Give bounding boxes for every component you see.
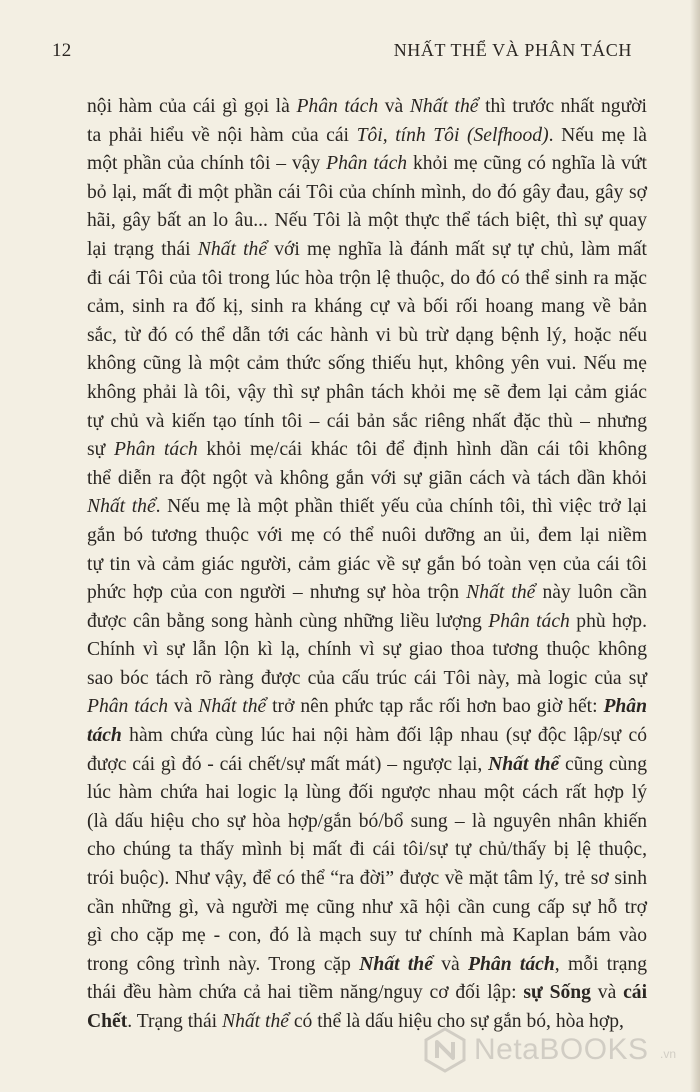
text-run: thì trước nhất người	[478, 96, 647, 117]
text-run: gì cho cặp mẹ - con, đó là mạch suy tư chính mà Kaplan bám vào	[87, 925, 647, 947]
text-run: lại trạng thái	[87, 238, 198, 260]
emphasized-term: Phân tách	[468, 953, 555, 975]
page-number: 12	[52, 40, 72, 61]
text-line	[87, 551, 647, 580]
text-run: một phần của chính tôi – vậy	[87, 153, 327, 175]
text-run: này luôn cần	[535, 582, 647, 604]
emphasized-term: Tôi, tính Tôi (Selfhood)	[356, 124, 549, 146]
emphasized-term: Nhất thể	[87, 496, 156, 518]
text-line	[87, 207, 647, 236]
text-run: tự tin và cảm giác người, cảm giác về sự gắn bó toàn vẹn của cái tôi	[87, 553, 647, 575]
text-run: trói buộc). Như vậy, để có thể “ra đời” được về mặt tâm lý, trẻ sơ sinh	[87, 868, 647, 890]
text-run: cũng cùng	[559, 753, 647, 775]
watermark-suffix: .vn	[660, 1047, 677, 1061]
text-run: sao bóc tách rõ ràng được của cấu trúc cái Tôi này, mà logic của sự	[87, 667, 647, 689]
emphasized-term: tách	[87, 725, 122, 747]
text-run: bỏ lại, mất đi một phần cái Tôi của chính mình, do đó gây đau, gây sợ	[87, 181, 647, 203]
text-line	[87, 894, 647, 923]
text-run: hãi, gây bất an lo âu... Nếu Tôi là một thực thể tách biệt, thì sự quay	[87, 210, 647, 232]
emphasized-term: Phân tách	[488, 610, 570, 632]
emphasized-term: Nhất thể	[359, 953, 433, 975]
text-run: thái đều hàm chứa cả hai tiềm năng/nguy cơ đối lập:	[87, 982, 524, 1004]
text-line	[87, 979, 647, 1008]
emphasized-term: Nhất thể	[466, 582, 536, 604]
emphasized-term: Nhất thể	[198, 696, 267, 718]
emphasized-term: Nhất thể	[488, 753, 560, 775]
text-line	[87, 836, 647, 865]
text-line	[87, 922, 647, 951]
emphasized-term: Phân tách	[326, 153, 408, 175]
emphasized-term: sự Sống	[523, 982, 591, 1004]
text-run: phức hợp của con người – nhưng sự hòa trộn	[87, 582, 467, 604]
emphasized-term: Phân tách	[296, 96, 379, 117]
text-line	[87, 722, 647, 751]
text-run: khỏi mẹ/cái khác tôi để định hình dần cái tôi không	[197, 439, 647, 461]
emphasized-term: Nhất thể	[222, 1011, 289, 1032]
emphasized-term: Nhất thể	[409, 96, 479, 117]
text-line	[87, 665, 647, 694]
text-line	[87, 465, 647, 494]
text-line	[87, 179, 647, 208]
text-line	[87, 379, 647, 408]
emphasized-term: Phân tách	[113, 439, 198, 461]
text-line	[87, 751, 647, 780]
text-line	[87, 350, 647, 379]
page-edge	[690, 0, 700, 1092]
text-line	[87, 293, 647, 322]
text-line	[87, 779, 647, 808]
text-run: không phải là tôi, vậy thì sự phân tách khỏi mẹ sẽ đem lại cảm giác	[87, 381, 647, 403]
text-run: nội hàm của cái gì gọi là	[87, 96, 297, 117]
text-line	[87, 93, 647, 122]
text-line	[87, 150, 647, 179]
text-line	[87, 636, 647, 665]
text-run: . Nếu mẹ là	[548, 124, 647, 146]
text-run: sự	[87, 439, 114, 461]
text-line	[87, 608, 647, 637]
text-run: cảm, sinh ra đố kị, sinh ra kháng cự và bối rối hoang mang về bản	[87, 296, 647, 318]
text-run: trong công trình này. Trong cặp	[87, 953, 360, 975]
text-run: cho chúng ta thấy mình bị mất đi cái tôi/sự tự chủ/thấy bị lệ thuộc,	[87, 839, 647, 861]
text-run: hàm chứa cùng lúc hai nội hàm đối lập nhau (sự độc lập/sự có	[121, 725, 647, 747]
text-run: khỏi mẹ cũng có nghĩa là vứt	[407, 153, 647, 175]
text-run: , mỗi trạng	[554, 953, 648, 975]
watermark-text: NetaBOOKS	[474, 1033, 649, 1066]
text-run: được cái gì đó - cái chết/sự mất mát) – ngược lại,	[87, 753, 489, 775]
netabooks-logo-icon	[422, 1027, 468, 1073]
emphasized-term: Chết	[87, 1011, 128, 1032]
text-run: thể diễn ra đột ngột và không gắn với sự giãn cách và tách dần khỏi	[87, 467, 647, 489]
text-run: và	[432, 953, 469, 975]
text-run: có thể là dấu hiệu cho sự gắn bó, hòa hợp,	[288, 1011, 624, 1032]
text-run: . Trạng thái	[127, 1011, 222, 1032]
emphasized-term: Nhất thể	[197, 238, 268, 260]
text-run: và	[378, 96, 410, 117]
watermark	[422, 1027, 682, 1077]
body-paragraph	[87, 93, 647, 1037]
text-line	[87, 951, 647, 980]
text-line	[87, 808, 647, 837]
text-run: . Nếu mẹ là một phần thiết yếu của chính tôi, thì việc trở lại	[155, 496, 647, 518]
text-run: ta phải hiểu về nội hàm của cái	[87, 124, 357, 146]
text-run: gắn bó tương thuộc với mẹ có thể nuôi dưỡng an ủi, đem lại niềm	[87, 524, 647, 546]
text-line	[87, 865, 647, 894]
text-run: sắc, từ đó có thể dẫn tới các hành vi bù trừ dạng bệnh lý, hoặc nếu	[87, 324, 647, 346]
text-run: và	[168, 696, 199, 718]
emphasized-term: Phân tách	[87, 696, 168, 718]
text-run: được cân bằng song hành cùng những liều lượng	[87, 610, 489, 632]
page-header	[52, 40, 632, 70]
text-run: trở nên phức tạp rắc rối hơn bao giờ hết:	[266, 696, 604, 718]
text-run: lúc hàm chứa hai logic lạ lùng đối ngược nhau một cách rất hợp lý	[87, 782, 647, 804]
text-run: không cũng là một cảm thức sống thiếu hụt, không yên vui. Nếu mẹ	[87, 353, 647, 375]
text-line	[87, 436, 647, 465]
text-run: (là dấu hiệu cho sự hòa hợp/gắn bó/bổ sung – là nguyên nhân khiến	[87, 810, 647, 832]
emphasized-term: cái	[623, 982, 648, 1004]
text-line	[87, 322, 647, 351]
text-run: Chính vì sự lẫn lộn kì lạ, chính vì sự giao thoa tương thuộc không	[87, 639, 647, 661]
text-run: với mẹ nghĩa là đánh mất sự tự chủ, làm mất	[267, 238, 647, 260]
text-run: phù hợp.	[569, 610, 647, 632]
emphasized-term: Phân	[603, 696, 647, 718]
text-run: tự chủ và kiến tạo tính tôi – cái bản sắc riêng nhất đặc thù – nhưng	[87, 410, 647, 432]
text-line	[87, 579, 647, 608]
text-run: cần những gì, và người mẹ cũng như xã hội cần cung cấp sự hỗ trợ	[87, 896, 647, 918]
text-line	[87, 122, 647, 151]
text-line	[87, 408, 647, 437]
text-line	[87, 265, 647, 294]
running-title: NHẤT THỂ VÀ PHÂN TÁCH	[393, 40, 632, 60]
text-line	[87, 522, 647, 551]
text-run: và	[590, 982, 624, 1004]
text-line	[87, 236, 647, 265]
text-run: đi cái Tôi của tôi trong lúc hòa trộn lệ thuộc, do đó có thể sinh ra mặc	[87, 267, 647, 289]
text-line	[87, 693, 647, 722]
text-line	[87, 493, 647, 522]
